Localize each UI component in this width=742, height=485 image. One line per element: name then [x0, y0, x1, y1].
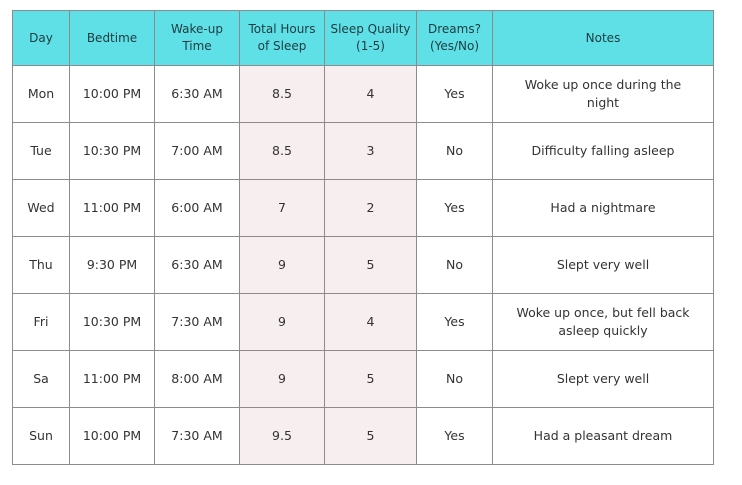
- cell-bedtime: 10:00 PM: [70, 408, 155, 465]
- header-dreams: Dreams? (Yes/No): [417, 11, 493, 66]
- cell-wake-up-time: 7:30 AM: [155, 294, 240, 351]
- cell-dreams: No: [417, 351, 493, 408]
- cell-total-hours: 9: [240, 294, 325, 351]
- cell-sleep-quality: 5: [325, 351, 417, 408]
- table-body: [13, 66, 714, 465]
- table-row: [13, 66, 714, 123]
- header-bedtime: Bedtime: [70, 11, 155, 66]
- cell-wake-up-time: 6:00 AM: [155, 180, 240, 237]
- cell-notes: Woke up once, but fell back asleep quickly: [493, 294, 714, 351]
- cell-bedtime: 9:30 PM: [70, 237, 155, 294]
- header-day: Day: [13, 11, 70, 66]
- cell-total-hours: 9: [240, 237, 325, 294]
- cell-day: Sun: [13, 408, 70, 465]
- cell-notes: Difficulty falling asleep: [493, 123, 714, 180]
- cell-wake-up-time: 8:00 AM: [155, 351, 240, 408]
- cell-sleep-quality: 5: [325, 408, 417, 465]
- cell-day: Thu: [13, 237, 70, 294]
- cell-wake-up-time: 6:30 AM: [155, 66, 240, 123]
- sleep-log-table: [12, 10, 714, 465]
- cell-total-hours: 9: [240, 351, 325, 408]
- cell-total-hours: 9.5: [240, 408, 325, 465]
- cell-notes: Woke up once during the night: [493, 66, 714, 123]
- cell-bedtime: 10:00 PM: [70, 66, 155, 123]
- header-sleep-quality: Sleep Quality (1-5): [325, 11, 417, 66]
- cell-total-hours: 8.5: [240, 123, 325, 180]
- cell-dreams: No: [417, 123, 493, 180]
- cell-wake-up-time: 6:30 AM: [155, 237, 240, 294]
- cell-sleep-quality: 3: [325, 123, 417, 180]
- cell-wake-up-time: 7:00 AM: [155, 123, 240, 180]
- cell-day: Wed: [13, 180, 70, 237]
- cell-wake-up-time: 7:30 AM: [155, 408, 240, 465]
- cell-dreams: Yes: [417, 66, 493, 123]
- header-notes: Notes: [493, 11, 714, 66]
- cell-day: Fri: [13, 294, 70, 351]
- table-row: [13, 351, 714, 408]
- cell-day: Sa: [13, 351, 70, 408]
- header-row: [13, 11, 714, 66]
- table-row: [13, 408, 714, 465]
- cell-total-hours: 7: [240, 180, 325, 237]
- header-total-hours: Total Hours of Sleep: [240, 11, 325, 66]
- cell-notes: Had a pleasant dream: [493, 408, 714, 465]
- cell-bedtime: 10:30 PM: [70, 123, 155, 180]
- cell-notes: Slept very well: [493, 237, 714, 294]
- table-row: [13, 294, 714, 351]
- header-wake-up-time: Wake-up Time: [155, 11, 240, 66]
- table-row: [13, 180, 714, 237]
- cell-notes: Slept very well: [493, 351, 714, 408]
- cell-total-hours: 8.5: [240, 66, 325, 123]
- cell-dreams: Yes: [417, 180, 493, 237]
- cell-dreams: No: [417, 237, 493, 294]
- cell-notes: Had a nightmare: [493, 180, 714, 237]
- cell-sleep-quality: 5: [325, 237, 417, 294]
- table-row: [13, 123, 714, 180]
- cell-dreams: Yes: [417, 294, 493, 351]
- cell-day: Tue: [13, 123, 70, 180]
- cell-dreams: Yes: [417, 408, 493, 465]
- cell-sleep-quality: 4: [325, 294, 417, 351]
- cell-bedtime: 10:30 PM: [70, 294, 155, 351]
- cell-sleep-quality: 2: [325, 180, 417, 237]
- cell-bedtime: 11:00 PM: [70, 351, 155, 408]
- cell-bedtime: 11:00 PM: [70, 180, 155, 237]
- cell-day: Mon: [13, 66, 70, 123]
- table-row: [13, 237, 714, 294]
- cell-sleep-quality: 4: [325, 66, 417, 123]
